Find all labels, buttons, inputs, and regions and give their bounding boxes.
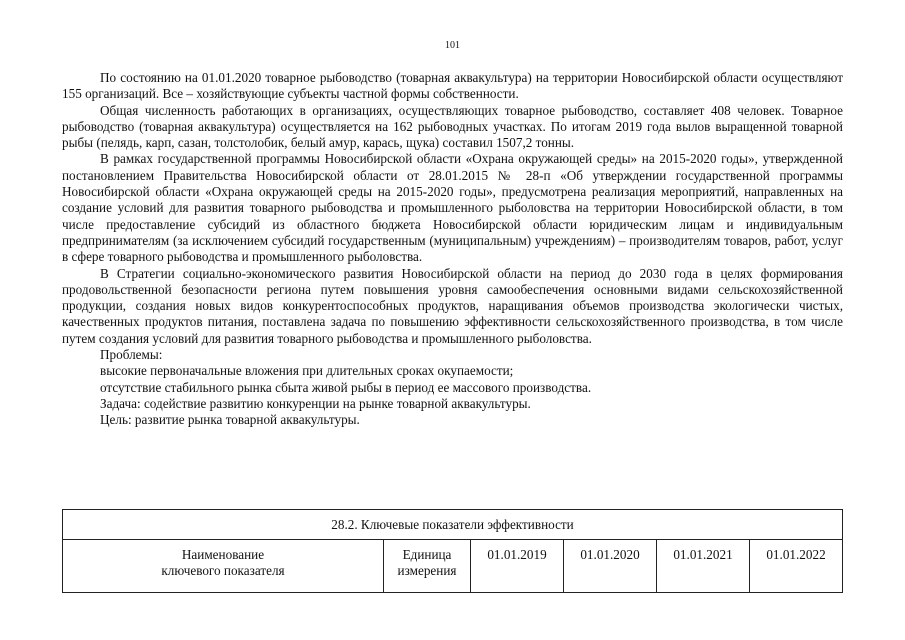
- header-indicator-name: [63, 540, 384, 593]
- header-date: 01.01.2021: [657, 540, 750, 593]
- kpi-table: [62, 509, 843, 593]
- document-body: [62, 70, 843, 429]
- header-label: измерения: [397, 563, 457, 578]
- goal-statement: Цель: развитие рынка товарной аквакультуры.: [100, 412, 360, 428]
- paragraph: В Стратегии социально-экономического развития Новосибирской области на период до 2030 года в целях формирования продовольственной безопасности региона путем повышения уровня самообеспечения основными видами сельскохозяйственной продукции, создания новых видов конкурентоспособных продуктов, наращивания объемов производства экологически чистых, качественных продуктов питания, поставлена задача по повышению эффективности сельскохозяйственного производства, в том числе путем создания условий для развития товарного рыбоводства и промышленного рыболовства.: [62, 265, 843, 346]
- header-date: 01.01.2019: [471, 540, 564, 593]
- page-number: 101: [445, 40, 460, 51]
- paragraph: По состоянию на 01.01.2020 товарное рыбоводство (товарная аквакультура) на территории Новосибирской области осуществляют 155 организаций. Все – хозяйствующие субъекты частной формы собственности.: [62, 70, 843, 102]
- header-label: ключевого показателя: [161, 563, 285, 578]
- header-label: Единица: [402, 547, 452, 562]
- header-date: 01.01.2020: [564, 540, 657, 593]
- problem-item: отсутствие стабильного рынка сбыта живой рыбы в период ее массового производства.: [100, 379, 592, 395]
- task-statement: Задача: содействие развитию конкуренции на рынке товарной аквакультуры.: [100, 395, 531, 411]
- paragraph: В рамках государственной программы Новосибирской области «Охрана окружающей среды» на 2015-2020 годы», утвержденной постановлением Правительства Новосибирской области от 28.01.2015 № 28-п «Об утверждении государственной программы Новосибирской области «Охрана окружающей среды на 2015-2020 годы», предусмотрена реализация мероприятий, направленных на создание условий для развития товарного рыбоводства и промышленного рыболовства на территории Новосибирской области, в том числе предоставление субсидий из областного бюджета Новосибирской области юридическим лицам и индивидуальным предпринимателям (за исключением субсидий государственным (муниципальным) учреждениям) – производителям товаров, работ, услуг в сфере товарного рыбоводства и промышленного рыболовства.: [62, 151, 843, 265]
- header-date: 01.01.2022: [750, 540, 843, 593]
- problem-item: высокие первоначальные вложения при длительных сроках окупаемости;: [100, 363, 514, 379]
- problems-heading: Проблемы:: [100, 347, 163, 363]
- table-caption: 28.2. Ключевые показатели эффективности: [63, 510, 843, 540]
- header-label: Наименование: [181, 547, 265, 562]
- paragraph: Общая численность работающих в организациях, осуществляющих товарное рыбоводство, составляет 408 человек. Товарное рыбоводство (товарная аквакультура) осуществляется на 162 рыбоводных участках. По итогам 2019 года вылов выращенной товарной рыбы (пелядь, карп, сазан, толстолобик, белый амур, карась, щука) составил 1507,2 тонны.: [62, 102, 843, 151]
- header-unit: [384, 540, 471, 593]
